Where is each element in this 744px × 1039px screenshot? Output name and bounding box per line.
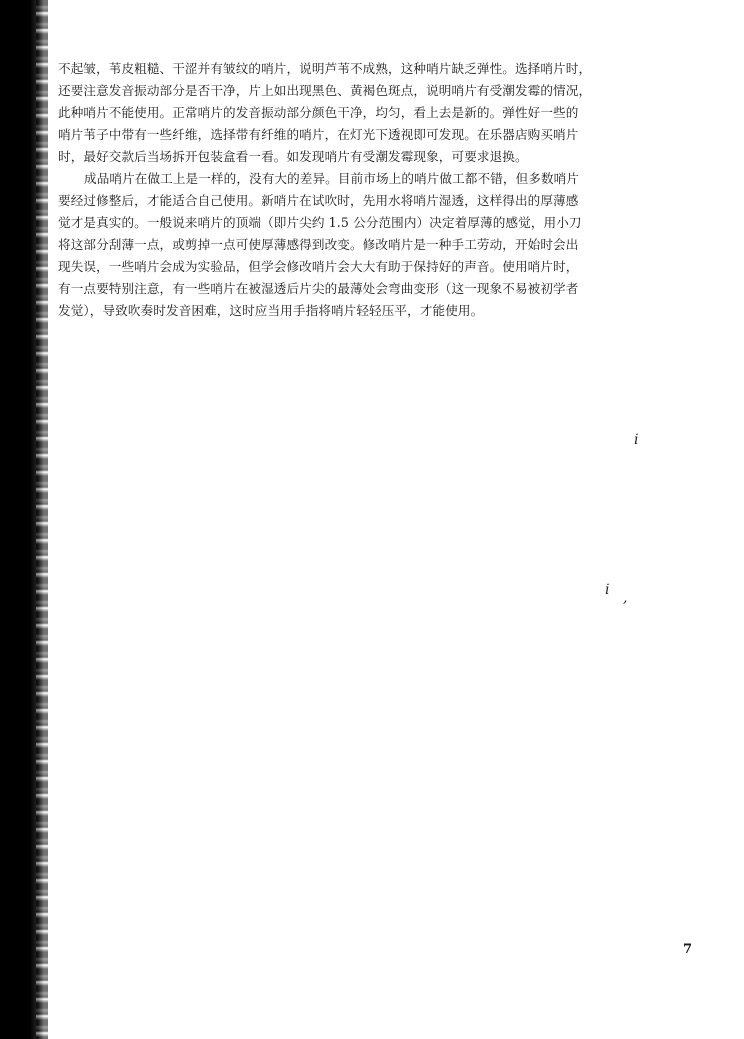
text-line: 将这部分刮薄一点，或剪掉一点可使厚薄感得到改变。修改哨片是一种手工劳动，开始时会出: [58, 237, 579, 252]
text-line: 还要注意发音振动部分是否干净，片上如出现黑色、黄褐色斑点，说明哨片有受潮发霉的情况，: [58, 83, 592, 98]
body-text: [58, 58, 696, 322]
text-line: 要经过修整后，才能适合自己使用。新哨片在试吹时，先用水将哨片湿透，这样得出的厚薄感: [58, 193, 579, 208]
text-line: 觉才是真实的。一般说来哨片的顶端（即片尖约 1.5 公分范围内）决定着厚薄的感觉，用小刀: [58, 215, 582, 230]
text-line: 现失误，一些哨片会成为实验品，但学会修改哨片会大大有助于保持好的声音。使用哨片时，: [58, 259, 579, 274]
text-line: 哨片苇子中带有一些纤维，选择带有纤维的哨片，在灯光下透视即可发现。在乐器店购买哨片: [58, 127, 579, 142]
stray-mark: i: [605, 582, 610, 598]
text-line: 不起皱，苇皮粗糙、干涩并有皱纹的哨片，说明芦苇不成熟，这种哨片缺乏弹性。选择哨片时，: [58, 61, 592, 76]
page-number: 7: [682, 942, 692, 957]
text-line: 发觉），导致吹奏时发音困难，这时应当用手指将哨片轻轻压平，才能使用。: [58, 303, 484, 318]
scanned-binding-edge: [0, 0, 44, 1039]
text-line: 此种哨片不能使用。正常哨片的发音振动部分颜色干净，均匀，看上去是新的。弹性好一些的: [58, 105, 579, 120]
text-line-paragraph-start: 成品哨片在做工上是一样的，没有大的差异。目前市场上的哨片做工都不错，但多数哨片: [84, 171, 580, 186]
text-line: 有一点要特别注意，有一些哨片在被湿透后片尖的最薄处会弯曲变形（这一现象不易被初学者: [58, 281, 579, 296]
stray-mark: ,: [623, 590, 628, 606]
text-line: 时，最好交款后当场拆开包装盒看一看。如发现哨片有受潮发霉现象，可要求退换。: [58, 149, 528, 164]
stray-mark: i: [634, 432, 639, 448]
